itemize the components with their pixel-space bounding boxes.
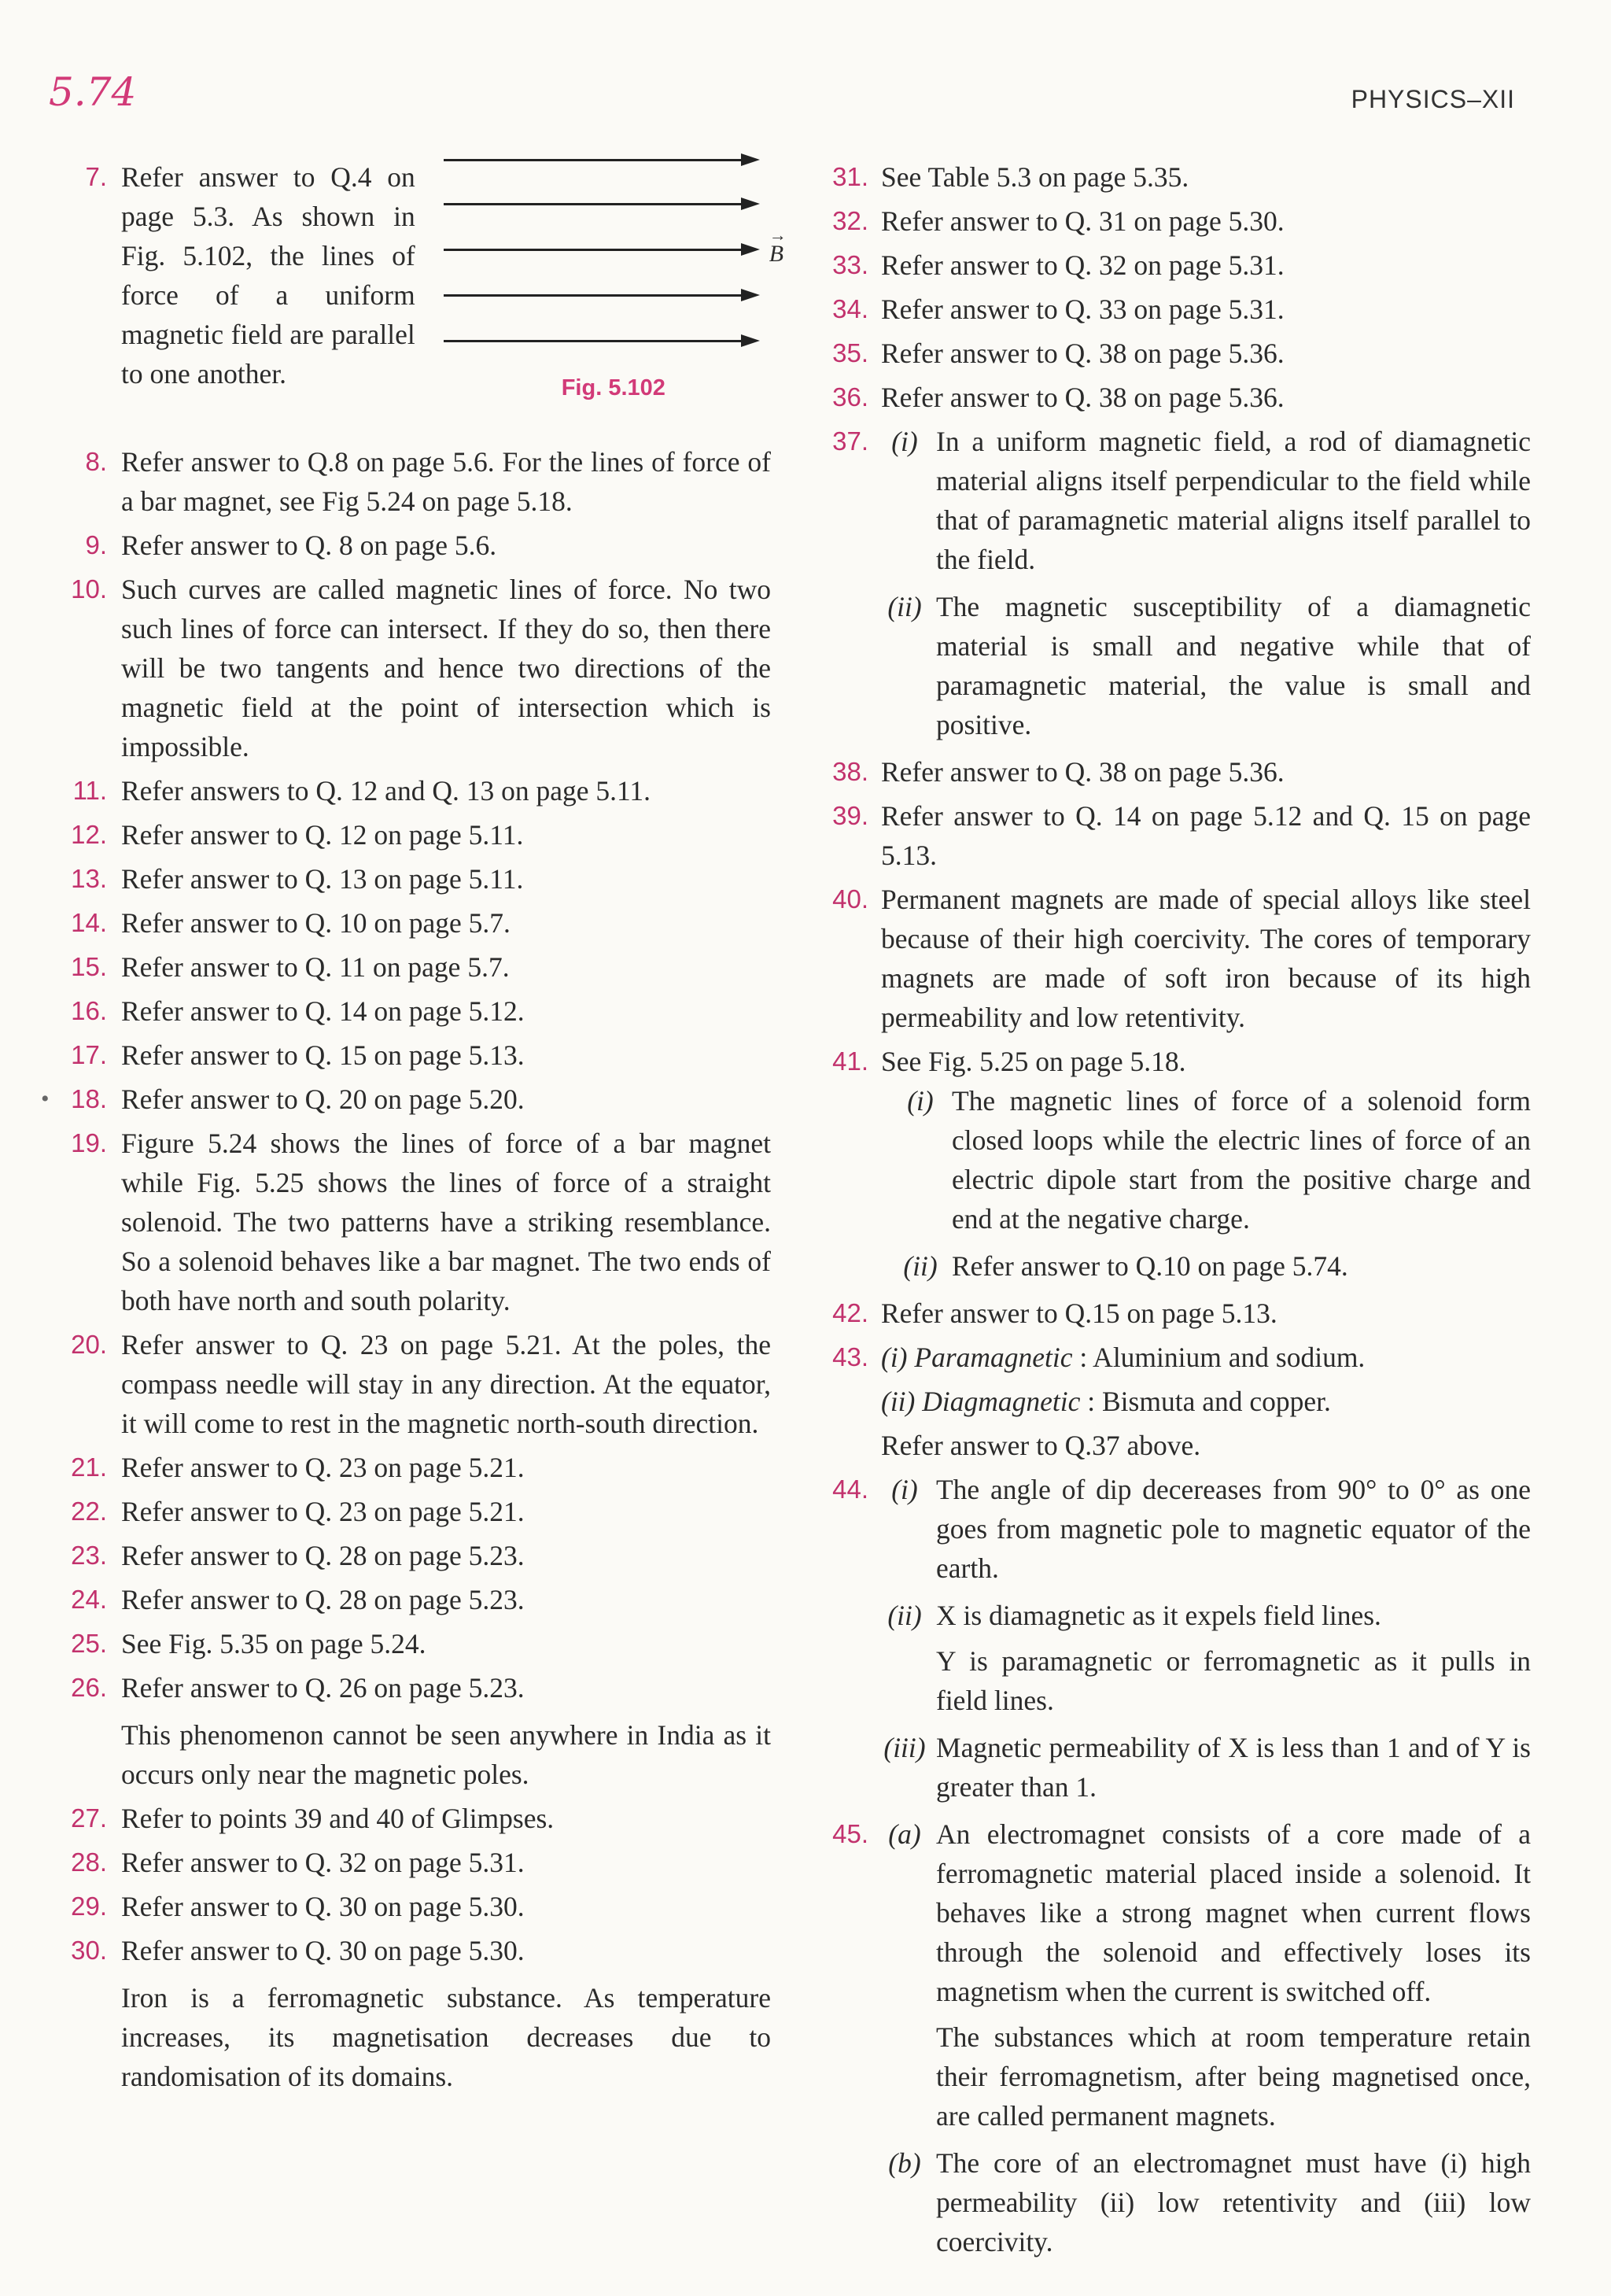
answer-text: Refer answer to Q. 20 on page 5.20. — [121, 1083, 525, 1115]
sub-text: The core of an electromagnet must have (i) high permeability (ii) low retentivity and (iii) low coercivity. — [936, 2147, 1531, 2257]
sub-label: (i) — [881, 1342, 908, 1373]
answer-text: Refer answer to Q. 23 on page 5.21. — [121, 1496, 525, 1527]
answer-text: Refer answer to Q. 13 on page 5.11. — [121, 863, 524, 895]
answer-text: Refer answer to Q. 31 on page 5.30. — [881, 205, 1285, 237]
answer-text: Refer answer to Q. 33 on page 5.31. — [881, 293, 1285, 325]
answer-number: 13. — [71, 864, 107, 893]
answer-number: 25. — [71, 1629, 107, 1658]
answer-text: Refer answer to Q. 23 on page 5.21. At the poles, the compass needle will stay in any direction. At the equator, it will come to rest in the magnetic north-south direction. — [121, 1329, 771, 1439]
answer-text: Refer answer to Q. 14 on page 5.12 and Q. 15 on page 5.13. — [881, 800, 1531, 871]
answer-text: See Table 5.3 on page 5.35. — [881, 161, 1189, 193]
answer-number: 42. — [832, 1298, 868, 1327]
answer-44 — [823, 1470, 1531, 1807]
answer-number: 32. — [832, 206, 868, 235]
sub-answer — [881, 1814, 1531, 2135]
sub-label: (a) — [888, 1818, 921, 1850]
answer-19 — [63, 1124, 771, 1320]
answer-number: 34. — [832, 294, 868, 323]
answer-number: 9. — [85, 530, 107, 559]
answer-text: Refer answer to Q.15 on page 5.13. — [881, 1297, 1277, 1329]
figure-caption: Fig. 5.102 — [561, 375, 665, 401]
answer-text: Refer answer to Q.4 on page 5.3. As shown in Fig. 5.102, the lines of force of a uniform magnetic field are parallel to one another. — [121, 161, 415, 389]
answer-39 — [823, 796, 1531, 875]
answer-text: Refer answer to Q. 38 on page 5.36. — [881, 382, 1285, 413]
answer-number: 23. — [71, 1541, 107, 1570]
answer-text: Refer answer to Q. 8 on page 5.6. — [121, 530, 497, 561]
answer-number: 16. — [71, 996, 107, 1025]
answer-16 — [63, 991, 771, 1031]
answer-35 — [823, 334, 1531, 373]
answer-extra-text: Refer answer to Q.37 above. — [881, 1430, 1201, 1461]
answer-number: 11. — [72, 776, 107, 805]
answer-45 — [823, 1814, 1531, 2261]
sub-label: (iii) — [883, 1732, 926, 1763]
sub-text: Magnetic permeability of X is less than 1 and of Y is greater than 1. — [936, 1732, 1531, 1803]
sub-label: (i) — [891, 426, 918, 457]
answer-number: 21. — [71, 1453, 107, 1482]
answer-number: 14. — [71, 908, 107, 937]
answer-36 — [823, 378, 1531, 417]
sub-text: The magnetic lines of force of a solenoid form closed loops while the electric lines of force of an electric dipole start from the positive charge and end at the negative charge. — [952, 1085, 1531, 1235]
answer-number: 29. — [71, 1892, 107, 1921]
answer-27 — [63, 1799, 771, 1838]
answer-25 — [63, 1624, 771, 1663]
field-line-arrow — [444, 249, 743, 251]
sub-text: X is diamagnetic as it expels field lines. — [936, 1600, 1381, 1631]
answer-22 — [63, 1492, 771, 1531]
answer-41 — [823, 1042, 1531, 1286]
sub-answer — [881, 1596, 1531, 1720]
answer-13 — [63, 859, 771, 899]
answer-text: Refer answer to Q. 38 on page 5.36. — [881, 338, 1285, 369]
sub-text: In a uniform magnetic field, a rod of diamagnetic material aligns itself perpendicular to the field while that of paramagnetic material aligns itself parallel to the field. — [936, 426, 1531, 575]
answer-38 — [823, 752, 1531, 792]
sub-answer — [881, 1470, 1531, 1588]
answer-text: Refer answer to Q. 14 on page 5.12. — [121, 995, 525, 1027]
answer-text: Refer to points 39 and 40 of Glimpses. — [121, 1803, 555, 1834]
sub-label: (i) — [891, 1474, 918, 1505]
answer-24 — [63, 1580, 771, 1619]
sub-term: Diagmagnetic — [922, 1386, 1081, 1417]
answer-30 — [63, 1931, 771, 2096]
sub-text: : Bismuta and copper. — [1087, 1386, 1331, 1417]
sub-label: (b) — [888, 2147, 921, 2179]
answer-text: Refer answer to Q. 23 on page 5.21. — [121, 1452, 525, 1483]
answer-number: 26. — [71, 1673, 107, 1702]
answer-number: 19. — [71, 1128, 107, 1157]
answer-number: 43. — [832, 1342, 868, 1371]
answer-11 — [63, 771, 771, 810]
field-line-arrow — [444, 203, 743, 205]
answer-text: Refer answer to Q. 10 on page 5.7. — [121, 907, 511, 939]
answer-26 — [63, 1668, 771, 1794]
sub-label: (ii) — [881, 1386, 916, 1417]
answer-text: Permanent magnets are made of special alloys like steel because of their high coercivity. The cores of temporary magnets are made of soft iron because of its high permeability and low retentivity. — [881, 884, 1531, 1033]
answer-number: 18. — [71, 1084, 107, 1113]
answer-number: 24. — [71, 1585, 107, 1614]
answer-7 — [63, 157, 784, 425]
answer-37 — [823, 422, 1531, 744]
answer-29 — [63, 1887, 771, 1926]
subject-header: PHYSICS–XII — [1351, 85, 1515, 113]
answer-number: 7. — [85, 162, 107, 191]
answer-21 — [63, 1448, 771, 1487]
answer-number: 10. — [71, 574, 107, 604]
sub-text: An electromagnet consists of a core made of a ferromagnetic material placed inside a solenoid. It behaves like a strong magnet when current flows through the solenoid and effectively loses its magnetism when the current is switched off. — [936, 1818, 1531, 2007]
answer-42 — [823, 1294, 1531, 1333]
answer-text: Refer answers to Q. 12 and Q. 13 on page 5.11. — [121, 775, 651, 807]
answer-text: Refer answer to Q.8 on page 5.6. For the lines of force of a bar magnet, see Fig 5.24 on page 5.18. — [121, 446, 771, 517]
answer-text: Refer answer to Q. 28 on page 5.23. — [121, 1540, 525, 1571]
sub-text-continued: Y is paramagnetic or ferromagnetic as it pulls in field lines. — [936, 1645, 1531, 1716]
answer-number: 22. — [71, 1497, 107, 1526]
uniform-field-figure — [444, 157, 784, 425]
answer-15 — [63, 947, 771, 987]
right-column — [823, 157, 1531, 2269]
answer-text: Refer answer to Q. 11 on page 5.7. — [121, 951, 510, 983]
answer-17 — [63, 1035, 771, 1075]
sub-text: : Aluminium and sodium. — [1079, 1342, 1366, 1373]
answer-text: Refer answer to Q. 15 on page 5.13. — [121, 1039, 525, 1071]
sub-label: (ii) — [887, 1600, 922, 1631]
bullet-dot: • — [41, 1086, 50, 1112]
answer-number: 17. — [71, 1040, 107, 1069]
left-column — [41, 157, 784, 2101]
answer-text: Refer answer to Q. 28 on page 5.23. — [121, 1584, 525, 1615]
answer-text: Refer answer to Q. 26 on page 5.23. — [121, 1672, 525, 1704]
sub-label: (i) — [907, 1085, 934, 1117]
answer-extra-text: Iron is a ferromagnetic substance. As temperature increases, its magnetisation decreases due to randomisation of its domains. — [121, 1982, 771, 2092]
answer-40 — [823, 880, 1531, 1037]
answer-number: 15. — [71, 952, 107, 981]
field-line-arrow — [444, 294, 743, 297]
sub-text: The angle of dip decereases from 90° to 0° as one goes from magnetic pole to magnetic equator of the earth. — [936, 1474, 1531, 1584]
answer-number: 39. — [832, 801, 868, 830]
answer-number: 8. — [85, 447, 107, 476]
answer-text: See Fig. 5.35 on page 5.24. — [121, 1628, 426, 1659]
sub-answer — [881, 1382, 1531, 1421]
answer-extra-text: This phenomenon cannot be seen anywhere in India as it occurs only near the magnetic poles. — [121, 1719, 771, 1790]
answer-33 — [823, 245, 1531, 285]
sub-answer — [881, 2143, 1531, 2261]
answer-23 — [63, 1536, 771, 1575]
answer-number: 27. — [71, 1803, 107, 1833]
answer-8 — [63, 442, 771, 521]
answer-number: 12. — [71, 820, 107, 849]
answer-number: 31. — [832, 162, 868, 191]
sub-text-continued: The substances which at room temperature retain their ferromagnetism, after being magnetised once, are called permanent magnets. — [936, 2021, 1531, 2132]
answer-number: 40. — [832, 884, 868, 914]
answer-number: 37. — [832, 426, 868, 456]
sub-answer — [897, 1246, 1531, 1286]
answer-text: Refer answer to Q. 32 on page 5.31. — [121, 1847, 525, 1878]
sub-label: (ii) — [903, 1250, 938, 1282]
sub-answer — [881, 1338, 1531, 1377]
answer-number: 28. — [71, 1848, 107, 1877]
answer-number: 38. — [832, 757, 868, 786]
answer-text: Refer answer to Q. 30 on page 5.30. — [121, 1891, 525, 1922]
answer-text: Such curves are called magnetic lines of force. No two such lines of force can intersect. If they do so, then there will be two tangents and hence two directions of the magnetic field at the point of intersection which is impossible. — [121, 574, 771, 762]
answer-43 — [823, 1338, 1531, 1465]
answer-12 — [63, 815, 771, 855]
sub-answer — [881, 587, 1531, 744]
field-line-arrow — [444, 340, 743, 342]
answer-34 — [823, 290, 1531, 329]
answer-number: 44. — [832, 1475, 868, 1504]
answer-text: Refer answer to Q. 32 on page 5.31. — [881, 249, 1285, 281]
answer-number: 30. — [71, 1936, 107, 1965]
sub-answer — [881, 1728, 1531, 1807]
answer-10 — [63, 570, 771, 766]
answer-9 — [63, 526, 771, 565]
answer-28 — [63, 1843, 771, 1882]
answer-20 — [63, 1325, 771, 1443]
sub-label: (ii) — [887, 591, 922, 622]
field-line-arrow — [444, 159, 743, 161]
sub-text: The magnetic susceptibility of a diamagnetic material is small and negative while that of paramagnetic material, the value is small and positive. — [936, 591, 1531, 740]
answer-number: 20. — [71, 1330, 107, 1359]
answer-14 — [63, 903, 771, 943]
sub-text: Refer answer to Q.10 on page 5.74. — [952, 1250, 1348, 1282]
answer-number: 45. — [832, 1819, 868, 1848]
answer-32 — [823, 201, 1531, 241]
answer-text: Refer answer to Q. 12 on page 5.11. — [121, 819, 524, 851]
answer-18 — [41, 1080, 771, 1119]
answer-text: Refer answer to Q. 38 on page 5.36. — [881, 756, 1285, 788]
answer-text: Figure 5.24 shows the lines of force of a bar magnet while Fig. 5.25 shows the lines of force of a straight solenoid. The two patterns have a striking resemblance. So a solenoid behaves like a bar magnet. The two ends of both have north and south polarity. — [121, 1128, 771, 1316]
answer-text: See Fig. 5.25 on page 5.18. — [881, 1046, 1186, 1077]
page-number: 5.74 — [49, 69, 137, 115]
answer-number: 36. — [832, 382, 868, 412]
answer-text: Refer answer to Q. 30 on page 5.30. — [121, 1935, 525, 1966]
answer-number: 41. — [832, 1046, 868, 1076]
answer-number: 35. — [832, 338, 868, 367]
sub-term: Paramagnetic — [914, 1342, 1073, 1373]
sub-answer — [881, 422, 1531, 579]
sub-answer — [897, 1081, 1531, 1238]
answer-number: 33. — [832, 250, 868, 279]
answer-31 — [823, 157, 1531, 197]
vector-b-label: → B — [769, 234, 783, 274]
